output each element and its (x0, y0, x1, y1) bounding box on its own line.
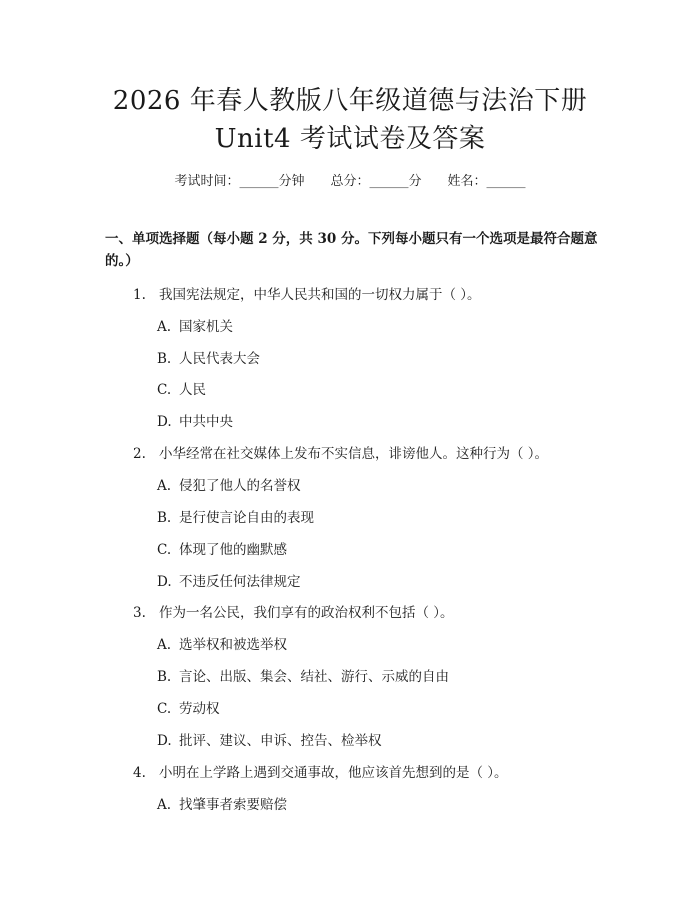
exam-meta-line (0, 170, 700, 189)
option-3d (157, 729, 382, 749)
option-text: 人民 (179, 382, 206, 398)
document-title-line-2: Unit4 考试试卷及答案 (214, 124, 486, 154)
option-3a (157, 633, 287, 653)
question-text: 我国宪法规定，中华人民共和国的一切权力属于（ ）。 (159, 287, 481, 303)
question-4 (133, 761, 508, 781)
option-text: 国家机关 (179, 319, 233, 335)
document-title-line-1: 2026 年春人教版八年级道德与法治下册 (112, 86, 588, 116)
option-letter: B. (157, 510, 172, 526)
question-2 (133, 442, 548, 462)
section-heading: 一、单项选择题（每小题 2 分，共 30 分。下列每小题只有一个选项是最符合题意的。） (105, 231, 598, 269)
student-name-label: 姓名：______ (447, 174, 526, 189)
question-3 (133, 601, 454, 621)
option-letter: A. (157, 637, 172, 653)
option-letter: D. (157, 414, 172, 430)
question-text: 小明在上学路上遇到交通事故，他应该首先想到的是（ ）。 (159, 765, 508, 781)
option-1a (157, 315, 233, 335)
option-3c (157, 697, 220, 717)
question-number: 2. (133, 446, 146, 462)
option-letter: C. (157, 542, 172, 558)
option-text: 找肇事者索要赔偿 (179, 797, 287, 813)
option-2d (157, 570, 301, 590)
option-4a (157, 793, 287, 813)
option-letter: B. (157, 351, 172, 367)
option-letter: B. (157, 669, 172, 685)
exam-time-label: 考试时间：______分钟 (174, 174, 305, 189)
option-letter: A. (157, 319, 172, 335)
question-number: 1. (133, 287, 146, 303)
option-text: 中共中央 (179, 414, 233, 430)
question-1 (133, 283, 481, 303)
option-text: 选举权和被选举权 (179, 637, 287, 653)
option-letter: D. (157, 574, 172, 590)
option-text: 体现了他的幽默感 (179, 542, 287, 558)
option-text: 劳动权 (179, 701, 220, 717)
option-text: 批评、建议、申诉、控告、检举权 (179, 733, 382, 749)
option-text: 言论、出版、集会、结社、游行、示威的自由 (179, 669, 449, 685)
option-2b (157, 506, 314, 526)
option-2a (157, 474, 301, 494)
option-letter: A. (157, 797, 172, 813)
question-text: 作为一名公民，我们享有的政治权利不包括（ ）。 (159, 605, 454, 621)
option-letter: D. (157, 733, 172, 749)
option-text: 不违反任何法律规定 (179, 574, 301, 590)
option-1d (157, 410, 233, 430)
option-text: 侵犯了他人的名誉权 (179, 478, 301, 494)
option-letter: C. (157, 701, 172, 717)
total-score-label: 总分：______分 (330, 174, 422, 189)
option-3b (157, 665, 449, 685)
option-letter: A. (157, 478, 172, 494)
option-1c (157, 378, 206, 398)
option-letter: C. (157, 382, 172, 398)
option-2c (157, 538, 287, 558)
option-text: 人民代表大会 (179, 351, 260, 367)
option-1b (157, 347, 260, 367)
option-text: 是行使言论自由的表现 (179, 510, 314, 526)
question-number: 4. (133, 765, 146, 781)
question-text: 小华经常在社交媒体上发布不实信息，诽谤他人。这种行为（ ）。 (159, 446, 549, 462)
question-number: 3. (133, 605, 146, 621)
